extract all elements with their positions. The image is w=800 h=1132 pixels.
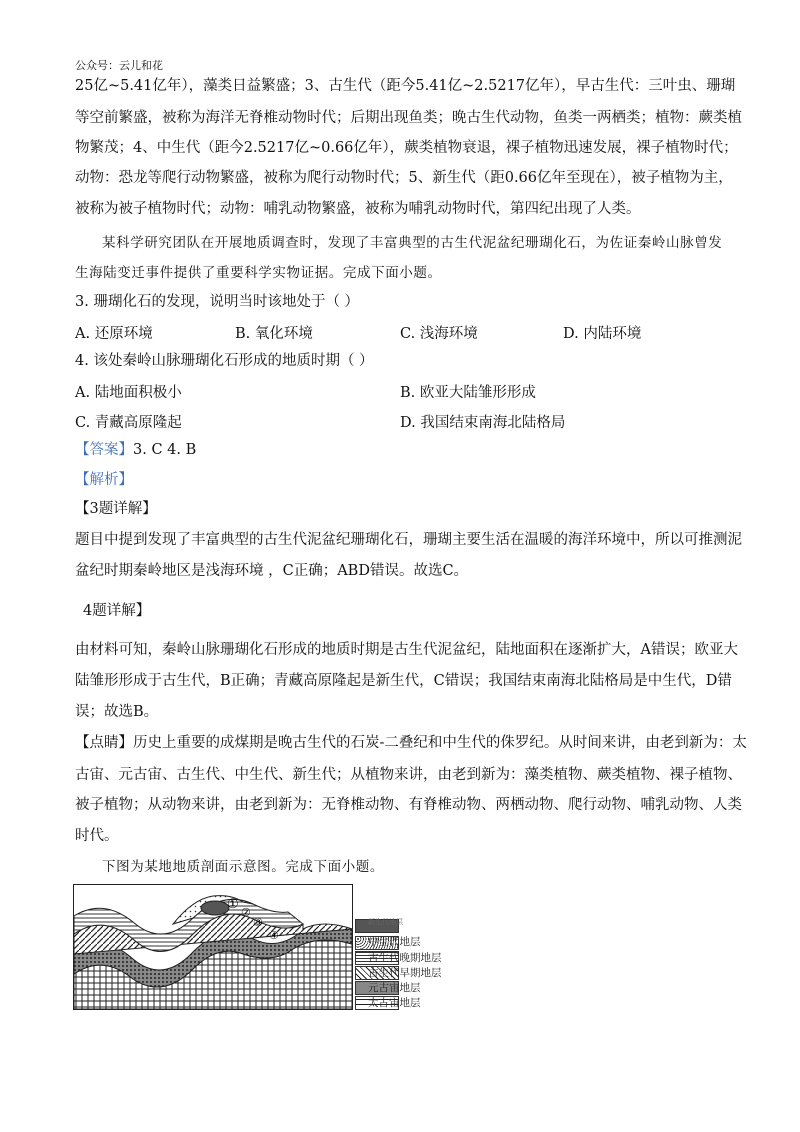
answer-label: 【答案】 bbox=[75, 442, 133, 458]
q4-option-d: D. 我国结束南海北陆格局 bbox=[400, 415, 566, 431]
intro-line: 物繁茂；4、中生代（距今2.5217亿~0.66亿年），蕨类植物衰退，裸子植物迅速发展，裸子植物时代； bbox=[75, 140, 738, 156]
tip-line: 古宙、元古宙、古生代、中生代、新生代；从植物来讲，由老到新为：藻类植物、蕨类植物、裸子植物、 bbox=[75, 767, 742, 783]
analysis-label: 【解析】 bbox=[75, 472, 133, 488]
legend-mesozoic: 中生代地层 bbox=[368, 936, 421, 948]
q4-option-a: A. 陆地面积极小 bbox=[75, 385, 182, 401]
detail-4-line: 误；故选B。 bbox=[75, 704, 159, 720]
label-1: ① bbox=[227, 897, 239, 912]
label-4: ④ bbox=[269, 929, 279, 942]
tip-line: 时代。 bbox=[75, 828, 119, 844]
question-4-stem: 4. 该处秦岭山脉珊瑚化石形成的地质时期（ ） bbox=[75, 353, 374, 369]
answer-text: 3. C 4. B bbox=[133, 442, 197, 458]
geologic-profile-figure bbox=[73, 884, 353, 1010]
legend-late-paleozoic: 古生代晚期地层 bbox=[368, 952, 442, 964]
intro-line: 25亿~5.41亿年），藻类日益繁盛；3、古生代（距今5.41亿~2.5217亿年），早古生代：三叶虫、珊瑚 bbox=[75, 78, 736, 94]
tip-first-line bbox=[75, 733, 747, 753]
q3-option-c: C. 浅海环境 bbox=[400, 326, 478, 342]
tip-line: 被子植物；从动物来讲，由老到新为：无脊椎动物、有脊椎动物、两栖动物、爬行动物、哺乳动物、人类 bbox=[75, 797, 742, 813]
label-3: ③ bbox=[253, 916, 263, 929]
detail-3-line: 题目中提到发现了丰富典型的古生代泥盆纪珊瑚化石，珊瑚主要生活在温暖的海洋环境中，所以可推测泥 bbox=[75, 532, 742, 548]
legend-early-paleozoic: 古生代早期地层 bbox=[368, 967, 442, 979]
answer-row bbox=[75, 440, 196, 460]
detail-3-title: 【3题详解】 bbox=[75, 501, 157, 517]
detail-4-line: 陆雏形形成于古生代，B正确；青藏高原隆起是新生代，C错误；我国结束南海北陆格局是中生代，D错 bbox=[75, 673, 732, 689]
q3-option-a: A. 还原环境 bbox=[75, 326, 153, 342]
legend-archean: 太古宙地层 bbox=[368, 997, 421, 1009]
intro-line: 动物：恐龙等爬行动物繁盛，被称为爬行动物时代；5、新生代（距0.66亿年至现在），被子植物为主， bbox=[75, 170, 733, 186]
q4-option-b: B. 欧亚大陆雏形形成 bbox=[400, 385, 536, 401]
legend-proterozoic: 元古宙地层 bbox=[368, 982, 421, 994]
material-line: 生海陆变迁事件提供了重要科学实物证据。完成下面小题。 bbox=[75, 265, 442, 281]
legend-cenozoic: 新生代地层 bbox=[368, 918, 403, 926]
material-line: 某科学研究团队在开展地质调查时，发现了丰富典型的古生代泥盆纪珊瑚化石，为佐证秦岭山脉曾发 bbox=[102, 235, 723, 251]
detail-4-title: 4题详解】 bbox=[83, 603, 151, 619]
q3-option-b: B. 氧化环境 bbox=[235, 326, 313, 342]
material-2: 下图为某地地质剖面示意图。完成下面小题。 bbox=[102, 859, 384, 875]
account-header: 公众号：云儿和花 bbox=[75, 59, 163, 72]
tip-label: 【点睛】 bbox=[75, 735, 133, 751]
intro-line: 等空前繁盛，被称为海洋无脊椎动物时代；后期出现鱼类；晚古生代动物，鱼类一两栖类；植物：蕨类植 bbox=[75, 110, 742, 126]
detail-3-line: 盆纪时期秦岭地区是浅海环境 ，C正确；ABD错误。故选C。 bbox=[75, 563, 469, 579]
label-2: ② bbox=[241, 906, 251, 919]
q4-option-c: C. 青藏高原隆起 bbox=[75, 415, 182, 431]
tip-text: 历史上重要的成煤期是晚古生代的石炭-二叠纪和中生代的侏罗纪。从时间来讲，由老到新为：太 bbox=[133, 735, 747, 751]
question-3-stem: 3. 珊瑚化石的发现，说明当时该地处于（ ） bbox=[75, 294, 360, 310]
intro-line: 被称为被子植物时代；动物：哺乳动物繁盛，被称为哺乳动物时代，第四纪出现了人类。 bbox=[75, 201, 641, 217]
detail-4-line: 由材料可知，秦岭山脉珊瑚化石形成的地质时期是古生代泥盆纪，陆地面积在逐渐扩大，A错误；欧亚大 bbox=[75, 642, 738, 658]
cenozoic-strata bbox=[201, 901, 229, 915]
q3-option-d: D. 内陆环境 bbox=[563, 326, 642, 342]
